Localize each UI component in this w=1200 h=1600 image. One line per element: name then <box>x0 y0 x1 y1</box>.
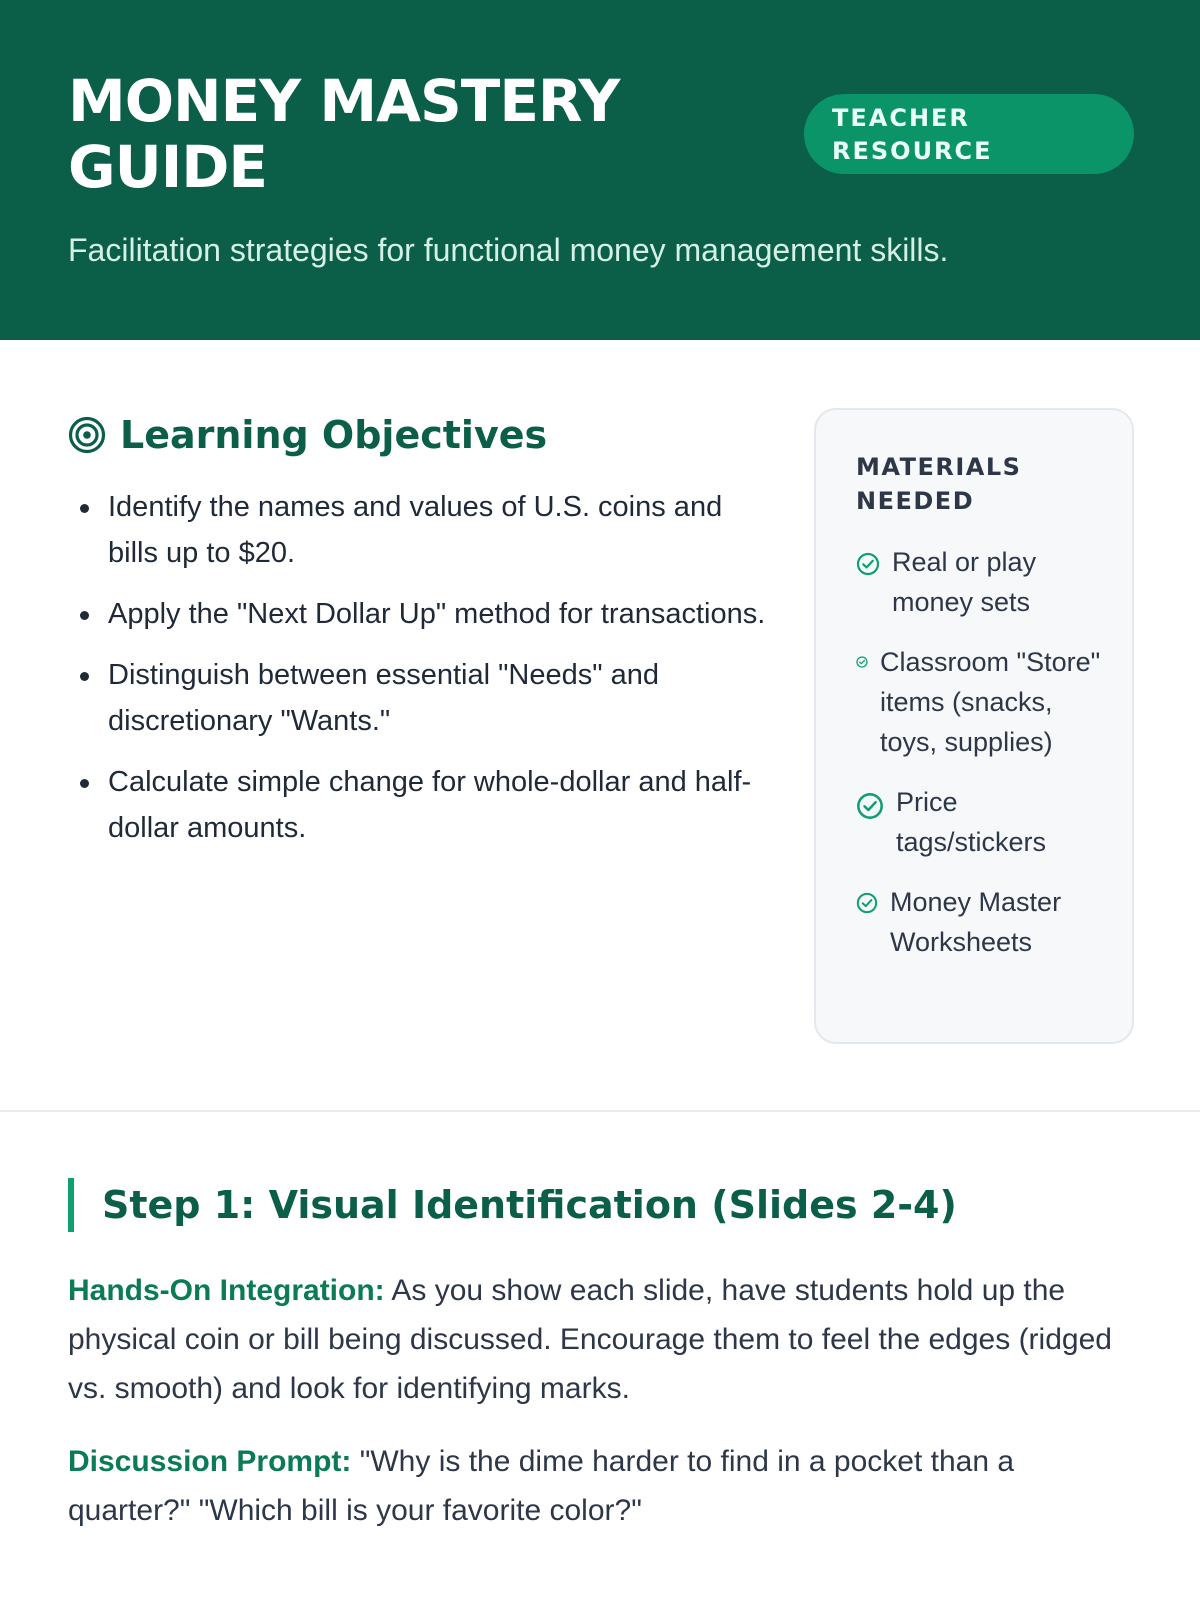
badge-line-1: TEACHER <box>832 104 970 132</box>
objectives-heading-text: Learning Objectives <box>120 413 548 457</box>
check-circle-icon <box>856 792 884 820</box>
materials-title: MATERIALS NEEDED <box>856 453 1022 515</box>
learning-objectives-section <box>68 410 768 866</box>
material-label: Real or play money sets <box>892 547 1037 617</box>
check-circle-icon <box>856 892 878 914</box>
hands-on-label: Hands-On Integration: <box>68 1274 385 1307</box>
material-label: Price tags/stickers <box>896 787 1047 857</box>
material-label: Money Master Worksheets <box>890 887 1062 957</box>
discussion-label: Discussion Prompt: <box>68 1445 352 1478</box>
material-item <box>856 642 1108 762</box>
step-1-heading: Step 1: Visual Identification (Slides 2-4) <box>68 1178 1138 1232</box>
objective-item: Apply the "Next Dollar Up" method for transactions. <box>68 591 768 637</box>
materials-list <box>856 542 1108 962</box>
discussion-text: "Why is the dime harder to find in a pocket than a quarter?" "Which bill is your favorite color?" <box>68 1445 1015 1527</box>
teacher-resource-badge <box>804 94 1134 174</box>
objective-item: Identify the names and values of U.S. coins and bills up to $20. <box>68 484 768 576</box>
material-item <box>856 542 1108 622</box>
hands-on-text: As you show each slide, have students hold up the physical coin or bill being discussed. Encourage them to feel the edges (ridged vs. smooth) and look for identifying marks. <box>68 1274 1112 1405</box>
discussion-paragraph <box>68 1437 1138 1535</box>
materials-card <box>814 408 1134 1044</box>
header-banner <box>0 0 1200 340</box>
objective-item: Distinguish between essential "Needs" and discretionary "Wants." <box>68 652 768 744</box>
objective-item: Calculate simple change for whole-dollar and half-dollar amounts. <box>68 759 768 851</box>
objectives-heading <box>68 410 768 460</box>
check-circle-icon <box>856 656 868 668</box>
objectives-list <box>68 484 768 851</box>
page-title: MONEY MASTERY GUIDE <box>68 67 620 201</box>
badge-line-2: RESOURCE <box>832 137 993 165</box>
material-label: Classroom "Store" items (snacks, toys, supplies) <box>880 647 1101 757</box>
target-icon <box>68 416 106 454</box>
check-circle-icon <box>856 552 880 576</box>
step-1-section <box>68 1178 1138 1535</box>
hands-on-paragraph <box>68 1266 1138 1413</box>
material-item <box>856 882 1108 962</box>
page-subtitle: Facilitation strategies for functional money management skills. <box>68 232 949 268</box>
material-item <box>856 782 1108 862</box>
section-divider <box>0 1110 1200 1112</box>
